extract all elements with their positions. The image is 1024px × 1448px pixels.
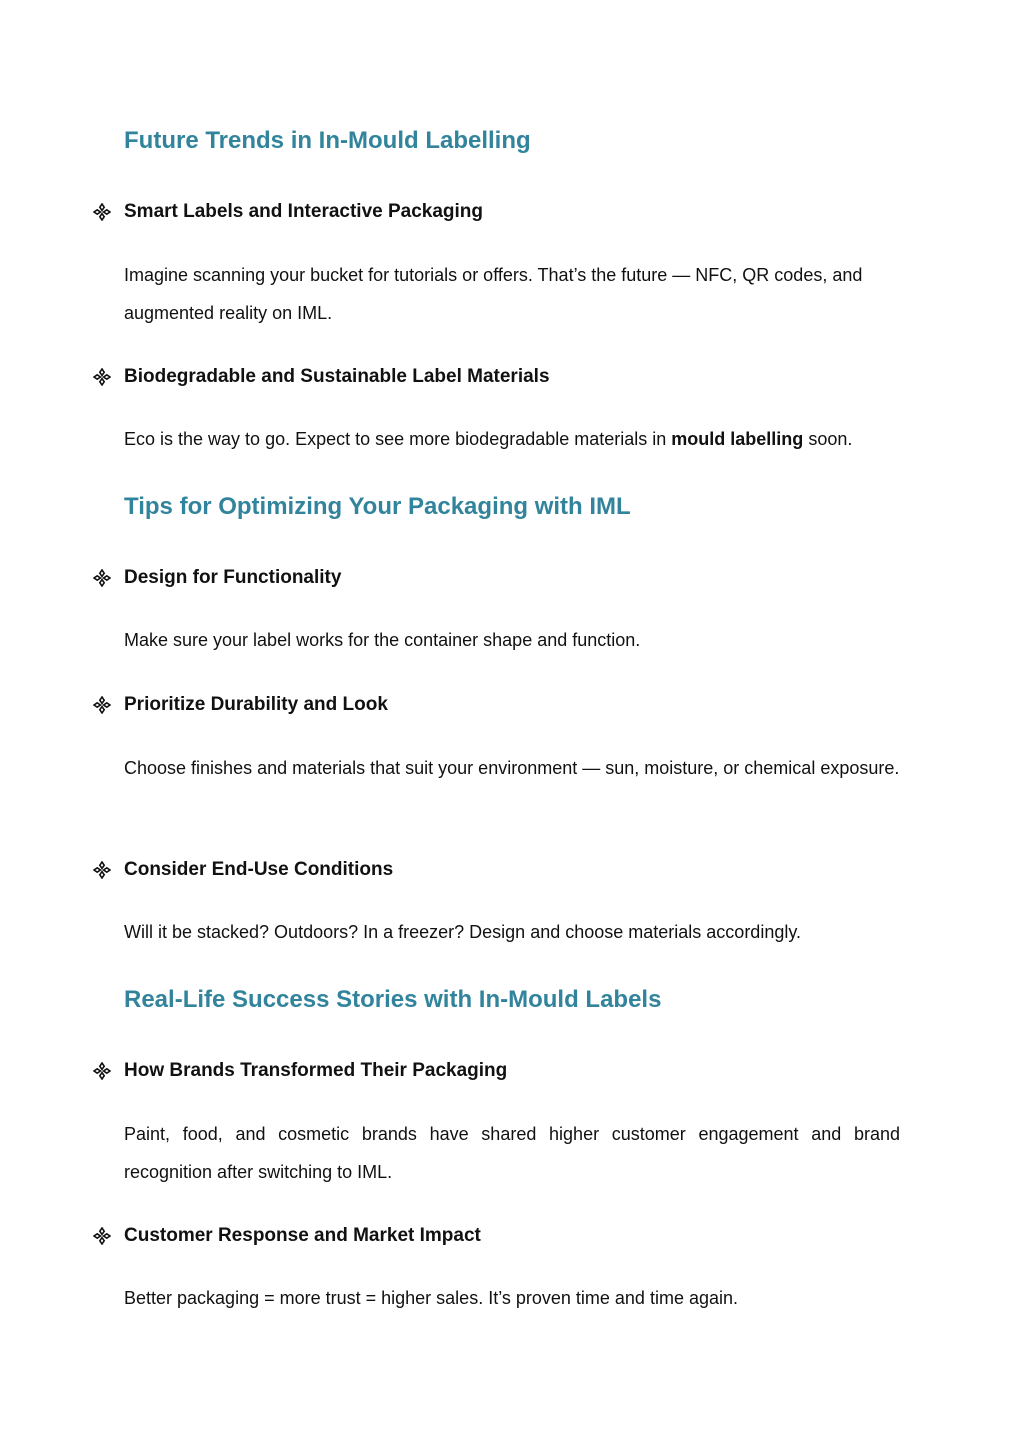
four-diamond-bullet-icon [93, 1062, 111, 1080]
bullet-title: Smart Labels and Interactive Packaging [124, 201, 484, 222]
paragraph-customer-response: Better packaging = more trust = higher sales. It’s proven time and time again. [124, 1288, 738, 1308]
section-heading-future-trends: Future Trends in In-Mould Labelling [124, 127, 531, 154]
bullet-item-smart-labels [93, 199, 483, 225]
paragraph-design-functionality: Make sure your label works for the container shape and function. [124, 630, 641, 650]
bullet-title: Biodegradable and Sustainable Label Materials [124, 366, 550, 387]
paragraph-durability: Choose finishes and materials that suit your environment — sun, moisture, or chemical exposure. [124, 758, 900, 778]
paragraph-text: Eco is the way to go. Expect to see more biodegradable materials in [124, 429, 672, 449]
bullet-title: How Brands Transformed Their Packaging [124, 1060, 508, 1081]
bullet-item-customer-response [93, 1223, 481, 1249]
bullet-title: Design for Functionality [124, 567, 342, 588]
bullet-title: Consider End-Use Conditions [124, 859, 394, 880]
four-diamond-bullet-icon [93, 203, 111, 221]
paragraph-brands-transformed: Paint, food, and cosmetic brands have shared higher customer engagement and brand recognition after switching to IML. [124, 1124, 900, 1182]
paragraph-smart-labels: Imagine scanning your bucket for tutorials or offers. That’s the future — NFC, QR codes, and augmented reality on IML. [124, 265, 863, 323]
bold-keyword: mould labelling [671, 429, 804, 449]
four-diamond-bullet-icon [93, 569, 111, 587]
four-diamond-bullet-icon [93, 368, 111, 386]
four-diamond-bullet-icon [93, 861, 111, 879]
paragraph-text: soon. [803, 429, 853, 449]
bullet-title: Prioritize Durability and Look [124, 694, 388, 715]
paragraph-end-use: Will it be stacked? Outdoors? In a freezer? Design and choose materials accordingly. [124, 922, 802, 942]
section-heading-success-stories: Real-Life Success Stories with In-Mould Labels [124, 986, 662, 1013]
section-heading-tips: Tips for Optimizing Your Packaging with IML [124, 493, 631, 520]
bullet-item-biodegradable [93, 364, 550, 390]
four-diamond-bullet-icon [93, 1227, 111, 1245]
bullet-item-design-functionality [93, 565, 341, 591]
bullet-item-end-use [93, 857, 393, 883]
paragraph-biodegradable [124, 421, 900, 459]
bullet-title: Customer Response and Market Impact [124, 1225, 481, 1246]
four-diamond-bullet-icon [93, 696, 111, 714]
bullet-item-brands-transformed [93, 1058, 507, 1084]
bullet-item-durability [93, 692, 388, 718]
